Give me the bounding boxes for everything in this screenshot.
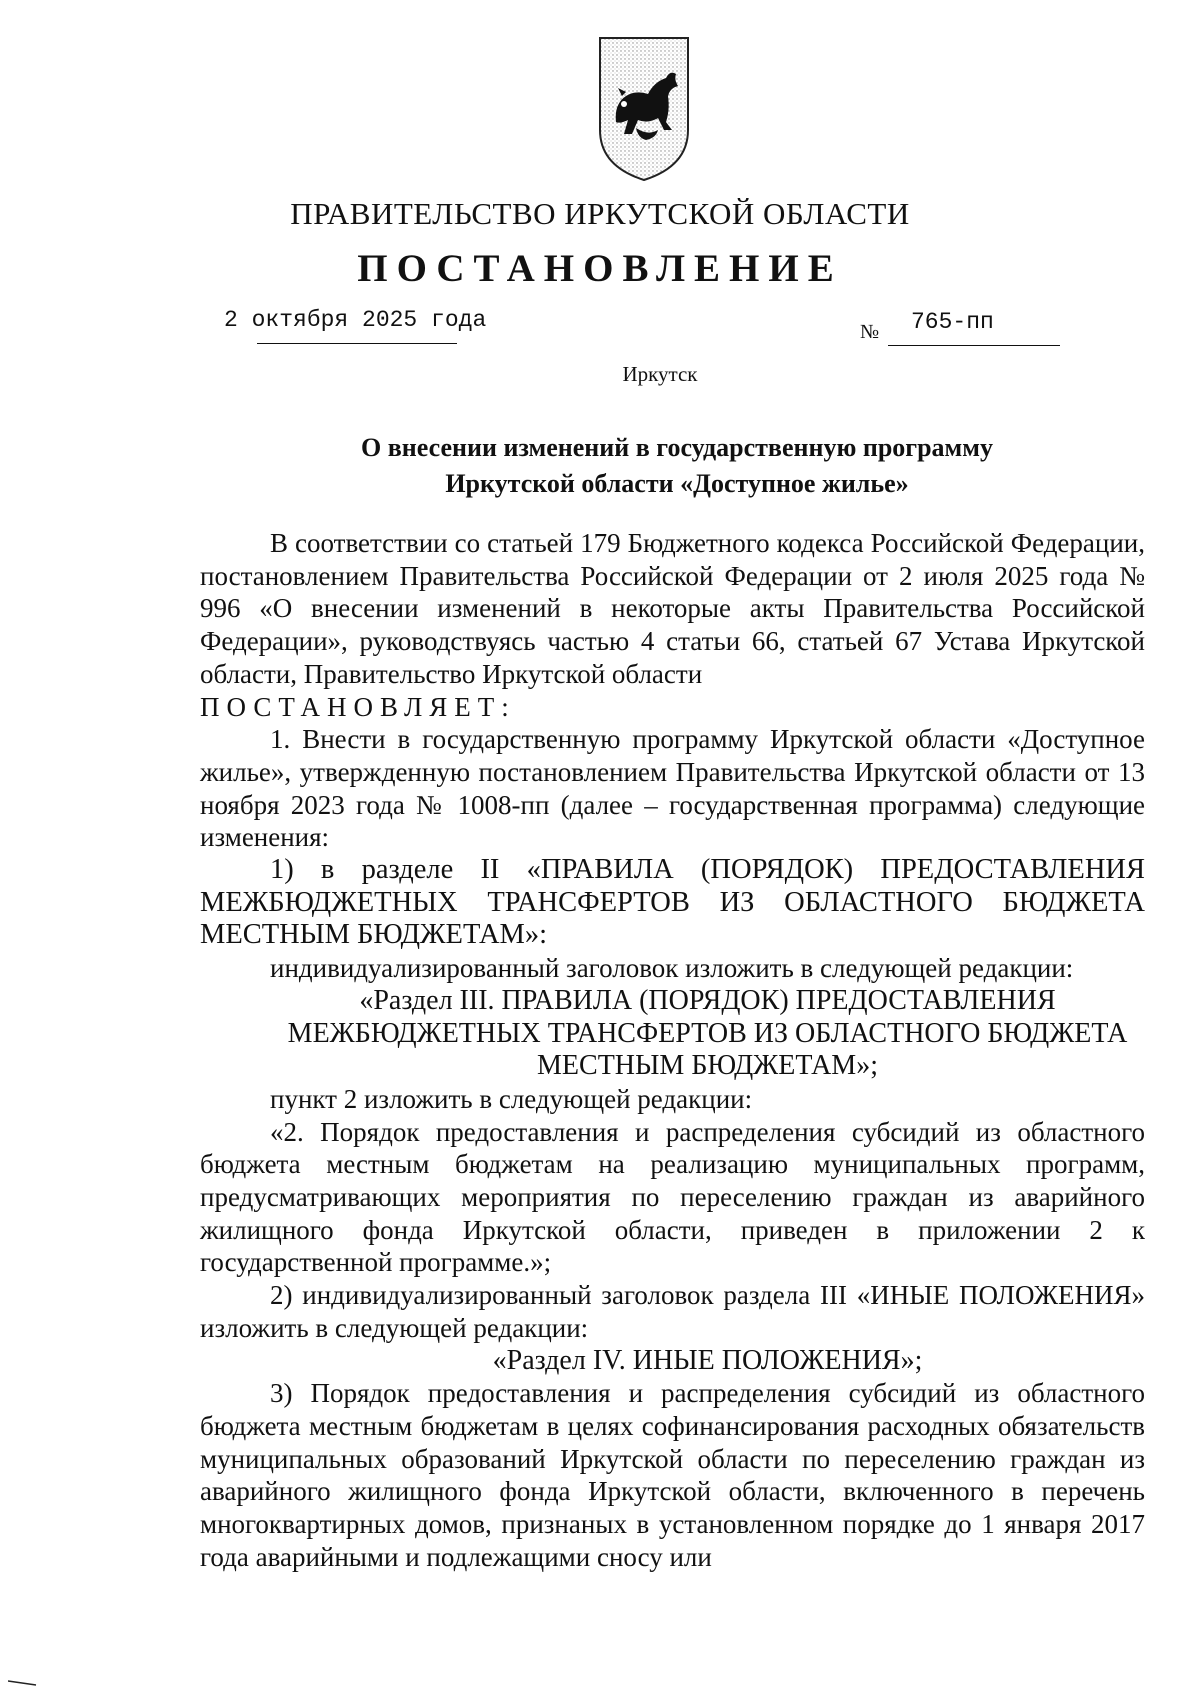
decree-word: ПОСТАНОВЛЯЕТ: [200, 691, 516, 722]
subitem-3-paragraph: 3) Порядок предоставления и распределения субсидий из областного бюджета местным бюджетам в целях софинансирования расходных обязательств муниципальных образований Иркутской области по переселению граждан из аварийного жилищного фонда Иркутской области, включенного в перечень многоквартирных домов, признаных в установленном порядке до 1 января 2017 года аварийными и подлежащими сносу или [200, 1378, 1145, 1572]
document-city: Иркутск [622, 362, 698, 386]
date-underline [257, 343, 457, 344]
number-underline [888, 345, 1060, 346]
document-date: 2 октября 2025 года [224, 307, 487, 333]
coat-of-arms-icon [596, 34, 692, 182]
new-heading-line-3: МЕСТНЫМ БЮДЖЕТАМ»; [537, 1050, 878, 1082]
document-type: ПОСТАНОВЛЕНИЕ [357, 247, 843, 290]
document-number: 765-пп [911, 309, 994, 335]
document-body [200, 527, 1145, 1574]
number-sign: № [860, 321, 880, 343]
section-4-heading: «Раздел IV. ИНЫЕ ПОЛОЖЕНИЯ»; [492, 1344, 923, 1376]
point-2-instruction: пункт 2 изложить в следующей редакции: [270, 1083, 753, 1114]
subitem-2-paragraph: 2) индивидуализированный заголовок раздела III «ИНЫЕ ПОЛОЖЕНИЯ» изложить в следующей редакции: [200, 1280, 1145, 1343]
preamble-paragraph: В соответствии со статьей 179 Бюджетного кодекса Российской Федерации, постановлением Правительства Российской Федерации от 2 июля 2025 года № 996 «О внесении изменений в некоторые акты Правительства Российской Федерации», руководствуясь частью 4 статьи 66, статьей 67 Устава Иркутской области, Правительство Иркутской области [200, 528, 1145, 689]
point-2-text: «2. Порядок предоставления и распределения субсидий из областного бюджета местным бюджетам на реализацию муниципальных программ, предусматривающих мероприятия по переселению граждан из аварийного жилищного фонда Иркутской области, приведен в приложении 2 к государственной программе.»; [200, 1116, 1145, 1278]
heading-instruction: индивидуализированный заголовок изложить в следующей редакции: [270, 953, 1074, 984]
subitem-1-paragraph: 1) в разделе II «ПРАВИЛА (ПОРЯДОК) ПРЕДОСТАВЛЕНИЯ МЕЖБЮДЖЕТНЫХ ТРАНСФЕРТОВ ИЗ ОБЛАСТНОГО БЮДЖЕТА МЕСТНЫМ БЮДЖЕТАМ»: [200, 854, 1145, 951]
new-heading-line-2: МЕЖБЮДЖЕТНЫХ ТРАНСФЕРТОВ ИЗ ОБЛАСТНОГО БЮДЖЕТА [287, 1017, 1128, 1049]
government-title: ПРАВИТЕЛЬСТВО ИРКУТСКОЙ ОБЛАСТИ [290, 196, 910, 231]
new-heading-line-1: «Раздел III. ПРАВИЛА (ПОРЯДОК) ПРЕДОСТАВЛЕНИЯ [359, 984, 1056, 1016]
subject-line-2: Иркутской области «Доступное жилье» [445, 469, 909, 498]
subject-line-1: О внесении изменений в государственную программу [361, 433, 993, 462]
scan-edge-mark [8, 1679, 38, 1687]
item-1-paragraph: 1. Внести в государственную программу Иркутской области «Доступное жилье», утвержденную постановлением Правительства Иркутской области от 13 ноября 2023 года № 1008-пп (далее – государственная программа) следующие изменения: [200, 724, 1145, 853]
document-subject [0, 430, 1200, 502]
